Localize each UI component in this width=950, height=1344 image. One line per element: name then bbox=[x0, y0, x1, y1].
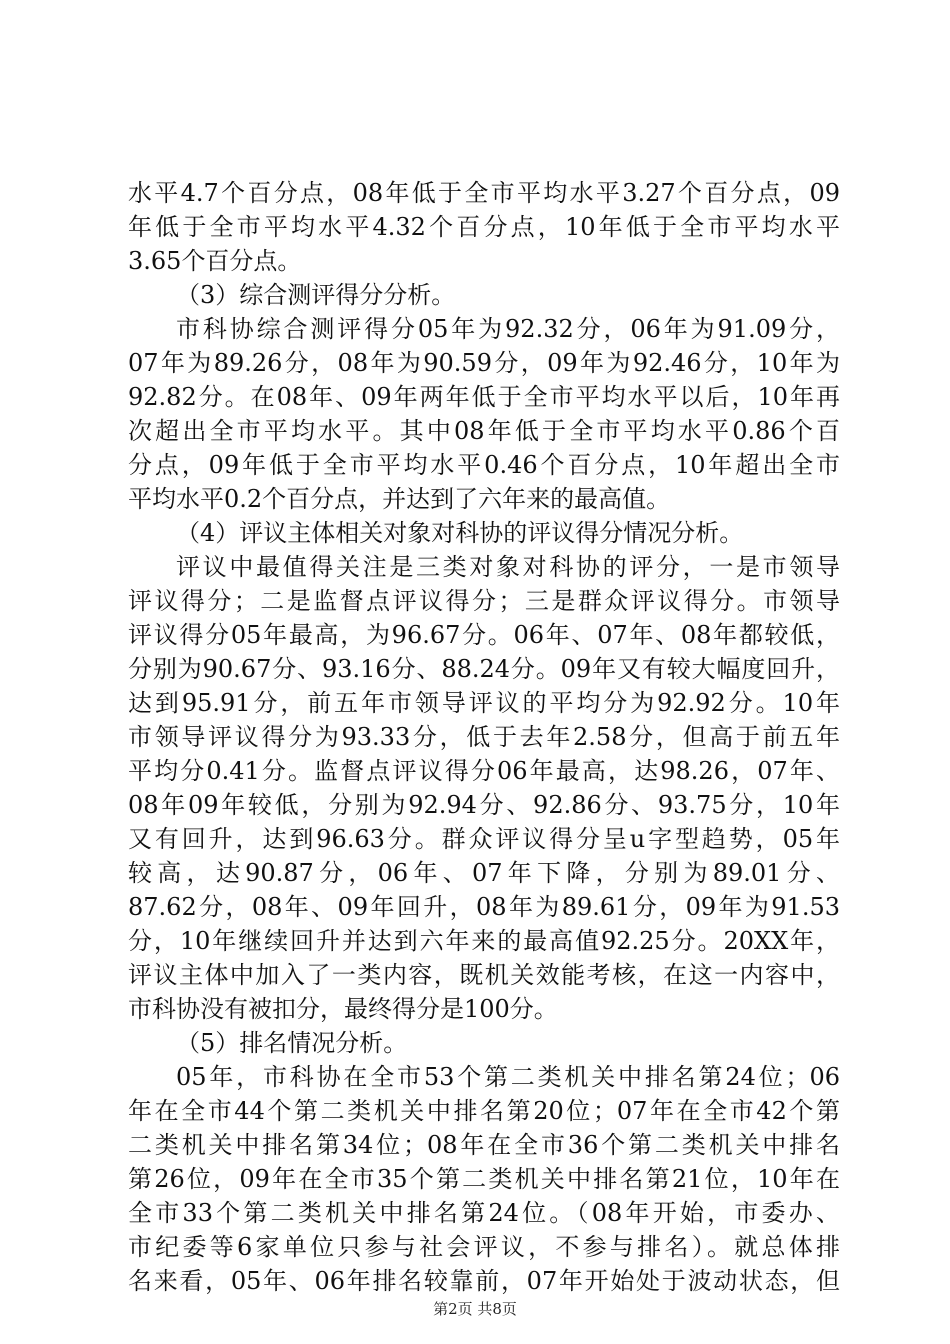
section-heading: （3）综合测评得分分析。 bbox=[176, 281, 456, 309]
text-line: 市科协没有被扣分，最终得分是100分。 bbox=[128, 995, 558, 1023]
text-line: 市科协综合测评得分05年为92.32分，06年为91.09分， bbox=[176, 315, 840, 343]
text-line: 分，10年继续回升并达到六年来的最高值92.25分。20XX年， bbox=[128, 927, 840, 955]
section-heading: （5）排名情况分析。 bbox=[176, 1029, 408, 1057]
text-line: 92.82分。在08年、09年两年低于全市平均水平以后，10年再 bbox=[128, 383, 840, 411]
text-line: 市领导评议得分为93.33分，低于去年2.58分，但高于前五年 bbox=[128, 723, 840, 751]
text-line: 二类机关中排名第34位；08年在全市36个第二类机关中排名 bbox=[128, 1131, 840, 1159]
text-line: 又有回升，达到96.63分。群众评议得分呈u字型趋势，05年 bbox=[128, 825, 840, 853]
text-line: 次超出全市平均水平。其中08年低于全市平均水平0.86个百 bbox=[128, 417, 840, 445]
text-line: 评议中最值得关注是三类对象对科协的评分，一是市领导 bbox=[176, 553, 840, 581]
text-line: 评议主体中加入了一类内容，既机关效能考核，在这一内容中， bbox=[128, 961, 840, 989]
text-line: 平均分0.41分。监督点评议得分06年最高，达98.26，07年、 bbox=[128, 757, 840, 785]
page-footer: 第2页 共8页 bbox=[433, 1300, 517, 1318]
text-line: 分点，09年低于全市平均水平0.46个百分点，10年超出全市 bbox=[128, 451, 840, 479]
text-line: 年在全市44个第二类机关中排名第20位；07年在全市42个第 bbox=[128, 1097, 840, 1125]
text-line: 分别为90.67分、93.16分、88.24分。09年又有较大幅度回升， bbox=[128, 655, 840, 683]
text-line: 评议得分；二是监督点评议得分；三是群众评议得分。市领导 bbox=[128, 587, 840, 615]
text-line: 全市33个第二类机关中排名第24位。（08年开始，市委办、 bbox=[128, 1199, 840, 1227]
text-line: 第26位，09年在全市35个第二类机关中排名第21位，10年在 bbox=[128, 1165, 840, 1193]
text-line: 年低于全市平均水平4.32个百分点，10年低于全市平均水平 bbox=[128, 213, 840, 241]
text-line: 名来看，05年、06年排名较靠前，07年开始处于波动状态，但 bbox=[128, 1267, 840, 1295]
text-line: 市纪委等6家单位只参与社会评议，不参与排名）。就总体排 bbox=[128, 1233, 840, 1261]
text-line: 水平4.7个百分点，08年低于全市平均水平3.27个百分点，09 bbox=[128, 179, 840, 207]
text-line: 较高，达90.87分，06年、07年下降，分别为89.01分、 bbox=[128, 859, 840, 887]
text-line: 达到95.91分，前五年市领导评议的平均分为92.92分。10年 bbox=[128, 689, 840, 717]
text-line: 08年09年较低，分别为92.94分、92.86分、93.75分，10年 bbox=[128, 791, 840, 819]
text-line: 07年为89.26分，08年为90.59分，09年为92.46分，10年为 bbox=[128, 349, 840, 377]
text-line: 3.65个百分点。 bbox=[128, 247, 302, 275]
text-line: 87.62分，08年、09年回升，08年为89.61分，09年为91.53 bbox=[128, 893, 840, 921]
text-line: 平均水平0.2个百分点，并达到了六年来的最高值。 bbox=[128, 485, 671, 513]
text-line: 评议得分05年最高，为96.67分。06年、07年、08年都较低， bbox=[128, 621, 840, 649]
document-body bbox=[128, 176, 840, 1298]
text-line: 05年，市科协在全市53个第二类机关中排名第24位；06 bbox=[176, 1063, 840, 1091]
section-heading: （4）评议主体相关对象对科协的评议得分情况分析。 bbox=[176, 519, 744, 547]
